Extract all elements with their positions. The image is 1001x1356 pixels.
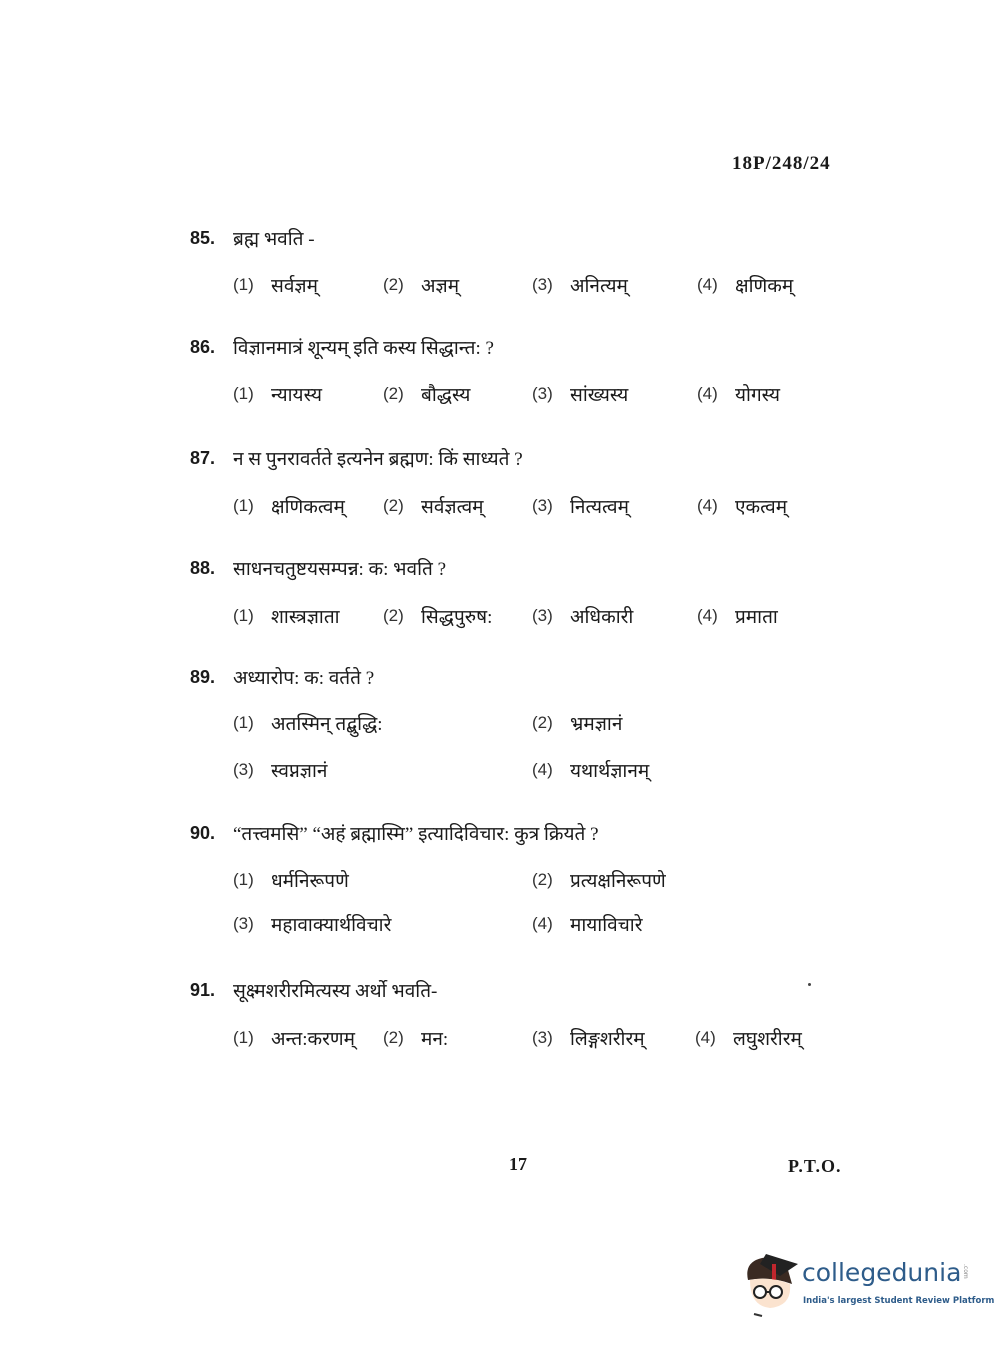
option-label: (4) bbox=[532, 760, 553, 779]
question-text: अध्यारोप: क: वर्तते ? bbox=[233, 668, 375, 689]
option-label: (4) bbox=[697, 384, 718, 403]
stray-mark bbox=[808, 983, 811, 986]
option-text: लघुशरीरम् bbox=[733, 1029, 802, 1050]
option-text: न्यायस्य bbox=[271, 385, 322, 406]
option-label: (4) bbox=[532, 914, 553, 933]
option-text: मन: bbox=[421, 1029, 449, 1050]
mascot-icon bbox=[740, 1250, 800, 1320]
option-text: क्षणिकम् bbox=[735, 276, 794, 297]
option-label: (3) bbox=[532, 275, 553, 294]
option-text: अन्त:करणम् bbox=[271, 1029, 355, 1050]
question-text: सूक्ष्मशरीरमित्यस्य अर्थो भवति- bbox=[233, 981, 438, 1002]
option-label: (3) bbox=[532, 606, 553, 625]
collegedunia-watermark bbox=[740, 1250, 995, 1320]
option-text: अधिकारी bbox=[570, 607, 634, 628]
brand-tagline: India's largest Student Review Platform bbox=[803, 1296, 995, 1306]
option-label: (3) bbox=[233, 760, 254, 779]
paper-code: 18P/248/24 bbox=[732, 153, 831, 174]
question-text: न स पुनरावर्तते इत्यनेन ब्रह्मण: किं साध्यते ? bbox=[233, 449, 523, 470]
option-text: शास्त्रज्ञाता bbox=[271, 607, 340, 628]
option-text: स्वप्नज्ञानं bbox=[271, 761, 328, 782]
option-label: (1) bbox=[233, 275, 254, 294]
option-text: मायाविचारे bbox=[570, 915, 643, 936]
question-text: “तत्त्वमसि” “अहं ब्रह्मास्मि” इत्यादिविचार: कुत्र क्रियते ? bbox=[233, 824, 599, 845]
option-text: अनित्यम् bbox=[570, 276, 628, 297]
option-text: लिङ्गशरीरम् bbox=[570, 1029, 645, 1050]
brand-name: collegedunia bbox=[802, 1258, 962, 1287]
option-label: (3) bbox=[532, 496, 553, 515]
page-number: 17 bbox=[509, 1154, 527, 1174]
option-text: सिद्धपुरुष: bbox=[421, 607, 493, 628]
option-label: (2) bbox=[383, 384, 404, 403]
question-number: 85. bbox=[190, 228, 216, 248]
option-label: (2) bbox=[383, 275, 404, 294]
option-text: योगस्य bbox=[735, 385, 781, 406]
option-text: अज्ञम् bbox=[421, 276, 460, 297]
option-label: (1) bbox=[233, 870, 254, 889]
option-label: (3) bbox=[233, 914, 254, 933]
brand-domain: .com bbox=[962, 1264, 969, 1279]
question-number: 91. bbox=[190, 980, 216, 1000]
option-text: भ्रमज्ञानं bbox=[570, 714, 623, 735]
option-text: धर्मनिरूपणे bbox=[271, 871, 349, 892]
option-label: (3) bbox=[532, 1028, 553, 1047]
question-number: 86. bbox=[190, 337, 216, 357]
option-label: (1) bbox=[233, 713, 254, 732]
option-label: (2) bbox=[383, 1028, 404, 1047]
option-label: (2) bbox=[383, 496, 404, 515]
option-label: (4) bbox=[697, 496, 718, 515]
option-label: (2) bbox=[532, 870, 553, 889]
option-text: सांख्यस्य bbox=[570, 385, 629, 406]
question-number: 87. bbox=[190, 448, 216, 468]
option-text: यथार्थज्ञानम् bbox=[570, 761, 650, 782]
question-number: 89. bbox=[190, 667, 216, 687]
option-label: (1) bbox=[233, 1028, 254, 1047]
option-label: (1) bbox=[233, 384, 254, 403]
option-label: (1) bbox=[233, 496, 254, 515]
option-text: अतस्मिन् तद्बुद्धि: bbox=[271, 714, 383, 735]
pto-label: P.T.O. bbox=[788, 1156, 842, 1176]
option-text: क्षणिकत्वम् bbox=[271, 497, 345, 518]
option-text: नित्यत्वम् bbox=[570, 497, 629, 518]
option-label: (1) bbox=[233, 606, 254, 625]
question-number: 90. bbox=[190, 823, 216, 843]
question-text: साधनचतुष्टयसम्पन्न: क: भवति ? bbox=[233, 559, 447, 580]
option-text: प्रत्यक्षनिरूपणे bbox=[570, 871, 666, 892]
option-text: सर्वज्ञत्वम् bbox=[421, 497, 484, 518]
option-label: (4) bbox=[697, 606, 718, 625]
question-text: विज्ञानमात्रं शून्यम् इति कस्य सिद्धान्त: ? bbox=[233, 338, 494, 359]
option-text: महावाक्यार्थविचारे bbox=[271, 915, 392, 936]
option-text: सर्वज्ञम् bbox=[271, 276, 318, 297]
question-text: ब्रह्म भवति - bbox=[233, 229, 315, 250]
option-label: (2) bbox=[532, 713, 553, 732]
option-label: (4) bbox=[697, 275, 718, 294]
option-label: (4) bbox=[695, 1028, 716, 1047]
option-label: (2) bbox=[383, 606, 404, 625]
option-text: एकत्वम् bbox=[735, 497, 788, 518]
question-number: 88. bbox=[190, 558, 216, 578]
option-label: (3) bbox=[532, 384, 553, 403]
option-text: प्रमाता bbox=[735, 607, 778, 628]
option-text: बौद्धस्य bbox=[421, 385, 471, 406]
